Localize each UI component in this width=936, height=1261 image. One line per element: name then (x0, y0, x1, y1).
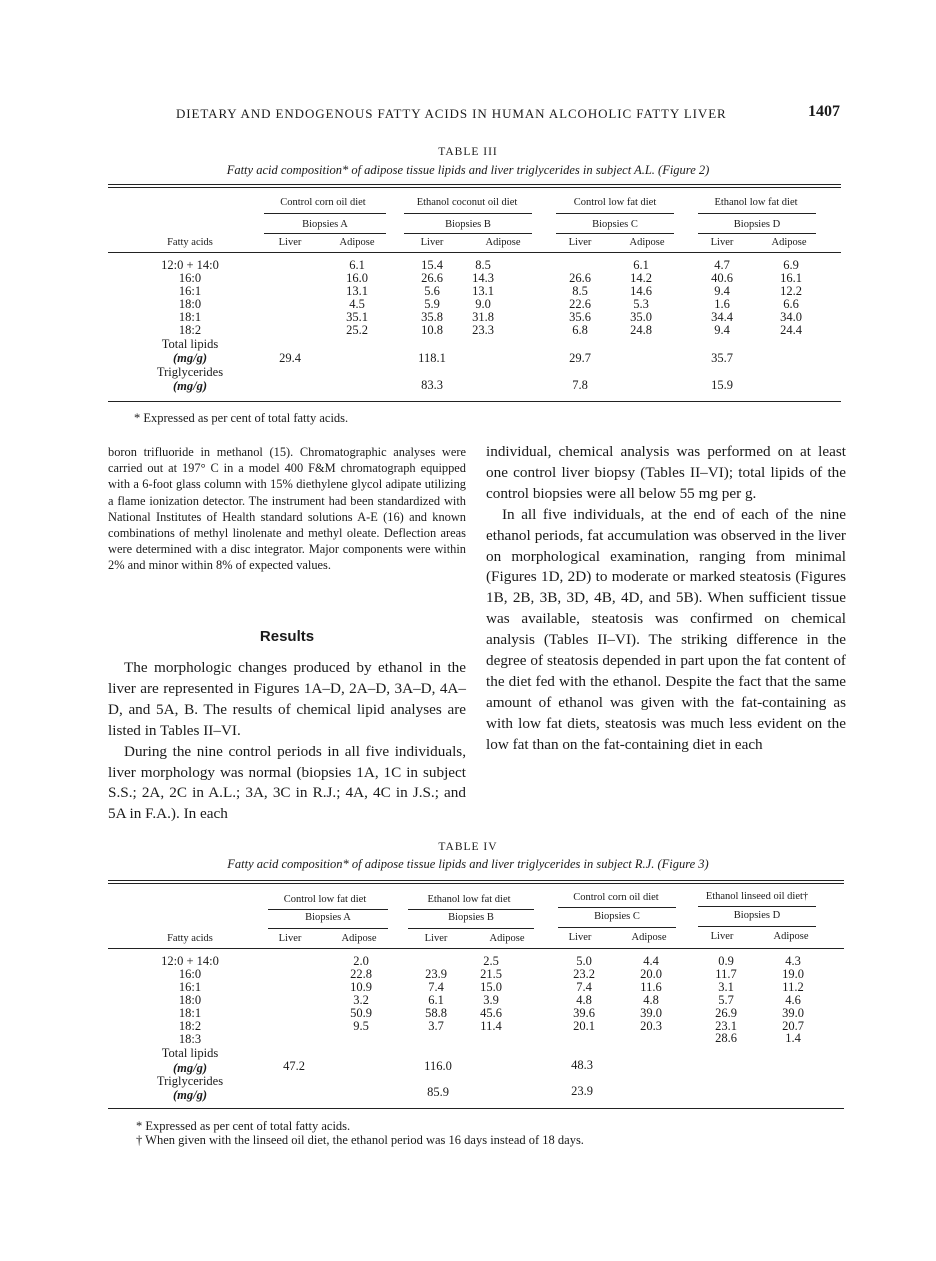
t4-cell: 26.9 (715, 1006, 737, 1020)
t4-group-3: Ethanol linseed oil diet† (705, 891, 809, 902)
t3-cell: 31.8 (472, 310, 494, 324)
t3-cell: 4.7 (714, 258, 730, 272)
t4-cell: 11.2 (782, 980, 804, 994)
table4-label: TABLE IV (438, 841, 498, 853)
t3-row-label: 16:0 (178, 271, 202, 285)
t4-cell: 5.0 (576, 954, 592, 968)
results-paragraph-2: During the nine control periods in all five individuals, liver morphology was normal (biopsies 1A, 1C in subject S.S.; 2A, 2C in A.L.; 3A, 3C in R.J.; 4A, 4C in J.S.; and 5A in F.A.). In each (108, 742, 466, 823)
t4-cell: 23.2 (573, 967, 595, 981)
t4-cell: 3.7 (428, 1019, 444, 1033)
t3-cell: 14.2 (630, 271, 652, 285)
t4-cell: 4.3 (785, 954, 801, 968)
t4-cell: 3.1 (718, 980, 734, 994)
t3-sub-liver-3: Liver (710, 237, 734, 248)
t4-sub-adipose-1: Adipose (489, 933, 525, 944)
t4-sub-adipose-0: Adipose (341, 933, 377, 944)
t4-row-label: 16:1 (178, 980, 202, 994)
t3-group-1: Ethanol coconut oil diet (416, 197, 518, 208)
t4-cell: 85.9 (427, 1085, 449, 1099)
t3-cell: 83.3 (421, 378, 443, 392)
t3-cell: 6.6 (783, 297, 799, 311)
t4-cell: 2.5 (483, 954, 499, 968)
t3-cell: 29.4 (279, 351, 301, 365)
t3-group-0: Control corn oil diet (280, 197, 366, 208)
results-text (108, 658, 466, 825)
t4-cell: 116.0 (424, 1059, 452, 1073)
running-title: DIETARY AND ENDOGENOUS FATTY ACIDS IN HUMAN ALCOHOLIC FATTY LIVER (176, 106, 727, 121)
right-paragraph-2: In all five individuals, at the end of each of the nine ethanol periods, fat accumulation was observed in the liver on morphological examination, ranging from minimal (Figures 1D, 2D) to moderate or marked steatosis (Figures 1B, 2B, 3B, 3D, 4B, 4D, and 5B). When sufficient tissue was available, steatosis was confirmed on chemical analysis (Tables II–VI). The striking difference in the degree of steatosis depended in part upon the fat content of the diet fed with the ethanol. Despite the fact that the same amount of ethanol was given with the fat-containing as with low fat diets, steatosis was much less evident on the low fat than on the fat-containing diet in each (486, 505, 846, 753)
t4-biopsies-3: Biopsies D (733, 910, 781, 921)
t3-cell: 40.6 (711, 271, 733, 285)
t3-cell: 26.6 (569, 271, 591, 285)
t4-group-1: Ethanol low fat diet (427, 894, 511, 905)
t4-triglycerides-label: Triglycerides (156, 1074, 224, 1088)
t3-cell: 9.4 (714, 323, 730, 337)
results-heading: Results (259, 628, 315, 645)
t4-cell: 4.4 (643, 954, 659, 968)
t4-biopsies-2: Biopsies C (594, 911, 640, 922)
t4-cell: 19.0 (782, 967, 804, 981)
t3-cell: 23.3 (472, 323, 494, 337)
t3-cell: 13.1 (346, 284, 368, 298)
t4-footnote-1: * Expressed as per cent of total fatty acids. (136, 1119, 351, 1133)
t4-cell: 4.6 (785, 993, 801, 1007)
t3-cell: 9.0 (475, 297, 491, 311)
t4-cell: 10.9 (350, 980, 372, 994)
t3-row-label: 12:0 + 14:0 (161, 258, 219, 272)
t3-cell: 15.9 (711, 378, 733, 392)
t4-cell: 9.5 (353, 1019, 369, 1033)
t3-total-lipids-unit: (mg/g) (172, 351, 208, 365)
t4-cell: 47.2 (283, 1059, 305, 1073)
t4-row-label: 18:1 (178, 1006, 202, 1020)
t3-row-label: 18:0 (178, 297, 202, 311)
t3-row-label: 16:1 (178, 284, 202, 298)
t4-row-label: 18:3 (178, 1032, 202, 1046)
t3-cell: 24.4 (780, 323, 802, 337)
t4-sub-liver-3: Liver (710, 931, 734, 942)
t3-cell: 29.7 (569, 351, 591, 365)
t4-cell: 11.6 (640, 980, 662, 994)
table3-caption: Fatty acid composition* of adipose tissue lipids and liver triglycerides in subject A.L. (Figure 2) (226, 163, 710, 177)
t4-cell: 20.3 (640, 1019, 662, 1033)
t4-cell: 4.8 (643, 993, 659, 1007)
t3-cell: 5.6 (424, 284, 440, 298)
t4-sub-liver-0: Liver (278, 933, 302, 944)
results-paragraph-1: The morphologic changes produced by ethanol in the liver are represented in Figures 1A–D, 2A–D, 3A–D, 4A–D, and 5A, B. The results of chemical lipid analyses are listed in Tables II–VI. (108, 659, 466, 739)
t4-sub-adipose-3: Adipose (773, 931, 809, 942)
t3-cell: 16.1 (780, 271, 802, 285)
t4-cell: 28.6 (715, 1031, 737, 1045)
t3-cell: 6.1 (349, 258, 365, 272)
t4-sub-liver-2: Liver (568, 932, 592, 943)
t4-cell: 7.4 (576, 980, 592, 994)
t4-triglycerides-unit: (mg/g) (172, 1088, 208, 1102)
t3-cell: 5.3 (633, 297, 649, 311)
t4-cell: 50.9 (350, 1006, 372, 1020)
t3-cell: 8.5 (475, 258, 491, 272)
t3-sub-adipose-1: Adipose (485, 237, 521, 248)
t3-footnote: * Expressed as per cent of total fatty acids. (134, 411, 349, 425)
t3-sub-adipose-2: Adipose (629, 237, 665, 248)
t3-group-3: Ethanol low fat diet (714, 197, 798, 208)
t3-cell: 6.9 (783, 258, 799, 272)
t3-cell: 16.0 (346, 271, 368, 285)
t4-sub-adipose-2: Adipose (631, 932, 667, 943)
t3-cell: 24.8 (630, 323, 652, 337)
t3-cell: 5.9 (424, 297, 440, 311)
t3-sub-adipose-3: Adipose (771, 237, 807, 248)
t3-total-lipids-label: Total lipids (161, 337, 219, 351)
t3-sub-adipose-0: Adipose (339, 237, 375, 248)
t3-cell: 14.3 (472, 271, 494, 285)
t4-cell: 3.2 (353, 993, 369, 1007)
table3-label: TABLE III (438, 146, 498, 158)
t3-cell: 6.1 (633, 258, 649, 272)
t4-cell: 23.1 (715, 1019, 737, 1033)
t4-cell: 11.7 (715, 967, 737, 981)
t4-cell: 48.3 (571, 1058, 593, 1072)
t3-cell: 22.6 (569, 297, 591, 311)
t4-cell: 23.9 (425, 967, 447, 981)
t4-total-lipids-unit: (mg/g) (172, 1061, 208, 1075)
t4-cell: 6.1 (428, 993, 444, 1007)
t4-group-0: Control low fat diet (283, 894, 367, 905)
t4-cell: 20.7 (782, 1019, 804, 1033)
t3-cell: 8.5 (572, 284, 588, 298)
t4-cell: 4.8 (576, 993, 592, 1007)
t4-row-label: 18:2 (178, 1019, 202, 1033)
t3-row-label: 18:1 (178, 310, 202, 324)
t4-cell: 39.0 (640, 1006, 662, 1020)
t3-cell: 6.8 (572, 323, 588, 337)
t4-fatty-acids-header: Fatty acids (167, 933, 213, 944)
t4-cell: 20.1 (573, 1019, 595, 1033)
t3-cell: 34.4 (711, 310, 733, 324)
t4-cell: 5.7 (718, 993, 734, 1007)
t3-cell: 12.2 (780, 284, 802, 298)
t4-cell: 21.5 (480, 967, 502, 981)
t3-sub-liver-0: Liver (278, 237, 302, 248)
t3-cell: 13.1 (472, 284, 494, 298)
right-paragraph-1: individual, chemical analysis was performed on at least one control liver biopsy (Tables II–VI); total lipids of the control biopsies were all below 55 mg per g. (486, 443, 846, 502)
t3-triglycerides-unit: (mg/g) (172, 379, 208, 393)
t4-cell: 45.6 (480, 1006, 502, 1020)
t3-fatty-acids-header: Fatty acids (167, 237, 213, 248)
t4-cell: 3.9 (483, 993, 499, 1007)
t3-cell: 10.8 (421, 323, 443, 337)
t4-cell: 39.0 (782, 1006, 804, 1020)
t3-cell: 118.1 (418, 351, 446, 365)
t3-cell: 26.6 (421, 271, 443, 285)
t4-biopsies-0: Biopsies A (305, 912, 351, 923)
t4-cell: 15.0 (480, 980, 502, 994)
t4-row-label: 12:0 + 14:0 (161, 954, 219, 968)
t3-biopsies-2: Biopsies C (592, 219, 638, 230)
t3-sub-liver-2: Liver (568, 237, 592, 248)
t3-cell: 25.2 (346, 323, 368, 337)
t3-cell: 35.8 (421, 310, 443, 324)
t3-group-2: Control low fat diet (573, 197, 657, 208)
t3-cell: 34.0 (780, 310, 802, 324)
t4-cell: 11.4 (480, 1019, 502, 1033)
t3-biopsies-0: Biopsies A (302, 219, 348, 230)
t4-cell: 1.4 (785, 1031, 801, 1045)
t4-cell: 39.6 (573, 1006, 595, 1020)
t3-cell: 9.4 (714, 284, 730, 298)
t4-cell: 7.4 (428, 980, 444, 994)
page-number: 1407 (808, 103, 840, 120)
t4-cell: 2.0 (353, 954, 369, 968)
t3-cell: 35.1 (346, 310, 368, 324)
t4-cell: 58.8 (425, 1006, 447, 1020)
t4-biopsies-1: Biopsies B (448, 912, 494, 923)
t4-group-2: Control corn oil diet (573, 892, 659, 903)
t4-row-label: 18:0 (178, 993, 202, 1007)
t3-cell: 14.6 (630, 284, 652, 298)
right-column-text (486, 442, 846, 756)
t4-footnote-2: † When given with the linseed oil diet, the ethanol period was 16 days instead of 18 days. (136, 1133, 584, 1147)
t4-cell: 0.9 (718, 954, 734, 968)
t3-cell: 35.6 (569, 310, 591, 324)
t4-cell: 22.8 (350, 967, 372, 981)
t3-cell: 7.8 (572, 378, 588, 392)
t4-row-label: 16:0 (178, 967, 202, 981)
table4-caption: Fatty acid composition* of adipose tissue lipids and liver triglycerides in subject R.J. (Figure 3) (227, 857, 709, 871)
methods-paragraph: boron trifluoride in methanol (15). Chromatographic analyses were carried out at 197° C in a model 400 F&M chromatograph equipped with a 6-foot glass column with 15% diethylene glycol adipate utilizing a flame ionization detector. The instrument had been standardized with National Institutes of Health standard solutions A-E (16) and known combinations of methyl linolenate and methyl oleate. Deflection areas were determined with a disc integrator. Major components were within 2% and minor within 8% of expected values. (108, 445, 466, 573)
t3-sub-liver-1: Liver (420, 237, 444, 248)
t3-cell: 35.7 (711, 351, 733, 365)
t3-row-label: 18:2 (178, 323, 202, 337)
t3-triglycerides-label: Triglycerides (156, 365, 224, 379)
t4-cell: 20.0 (640, 967, 662, 981)
t3-cell: 15.4 (421, 258, 443, 272)
t4-total-lipids-label: Total lipids (161, 1046, 219, 1060)
t3-cell: 4.5 (349, 297, 365, 311)
t3-cell: 1.6 (714, 297, 730, 311)
t3-biopsies-3: Biopsies D (733, 219, 781, 230)
t3-biopsies-1: Biopsies B (445, 219, 491, 230)
t3-cell: 35.0 (630, 310, 652, 324)
t4-cell: 23.9 (571, 1084, 593, 1098)
t4-sub-liver-1: Liver (424, 933, 448, 944)
